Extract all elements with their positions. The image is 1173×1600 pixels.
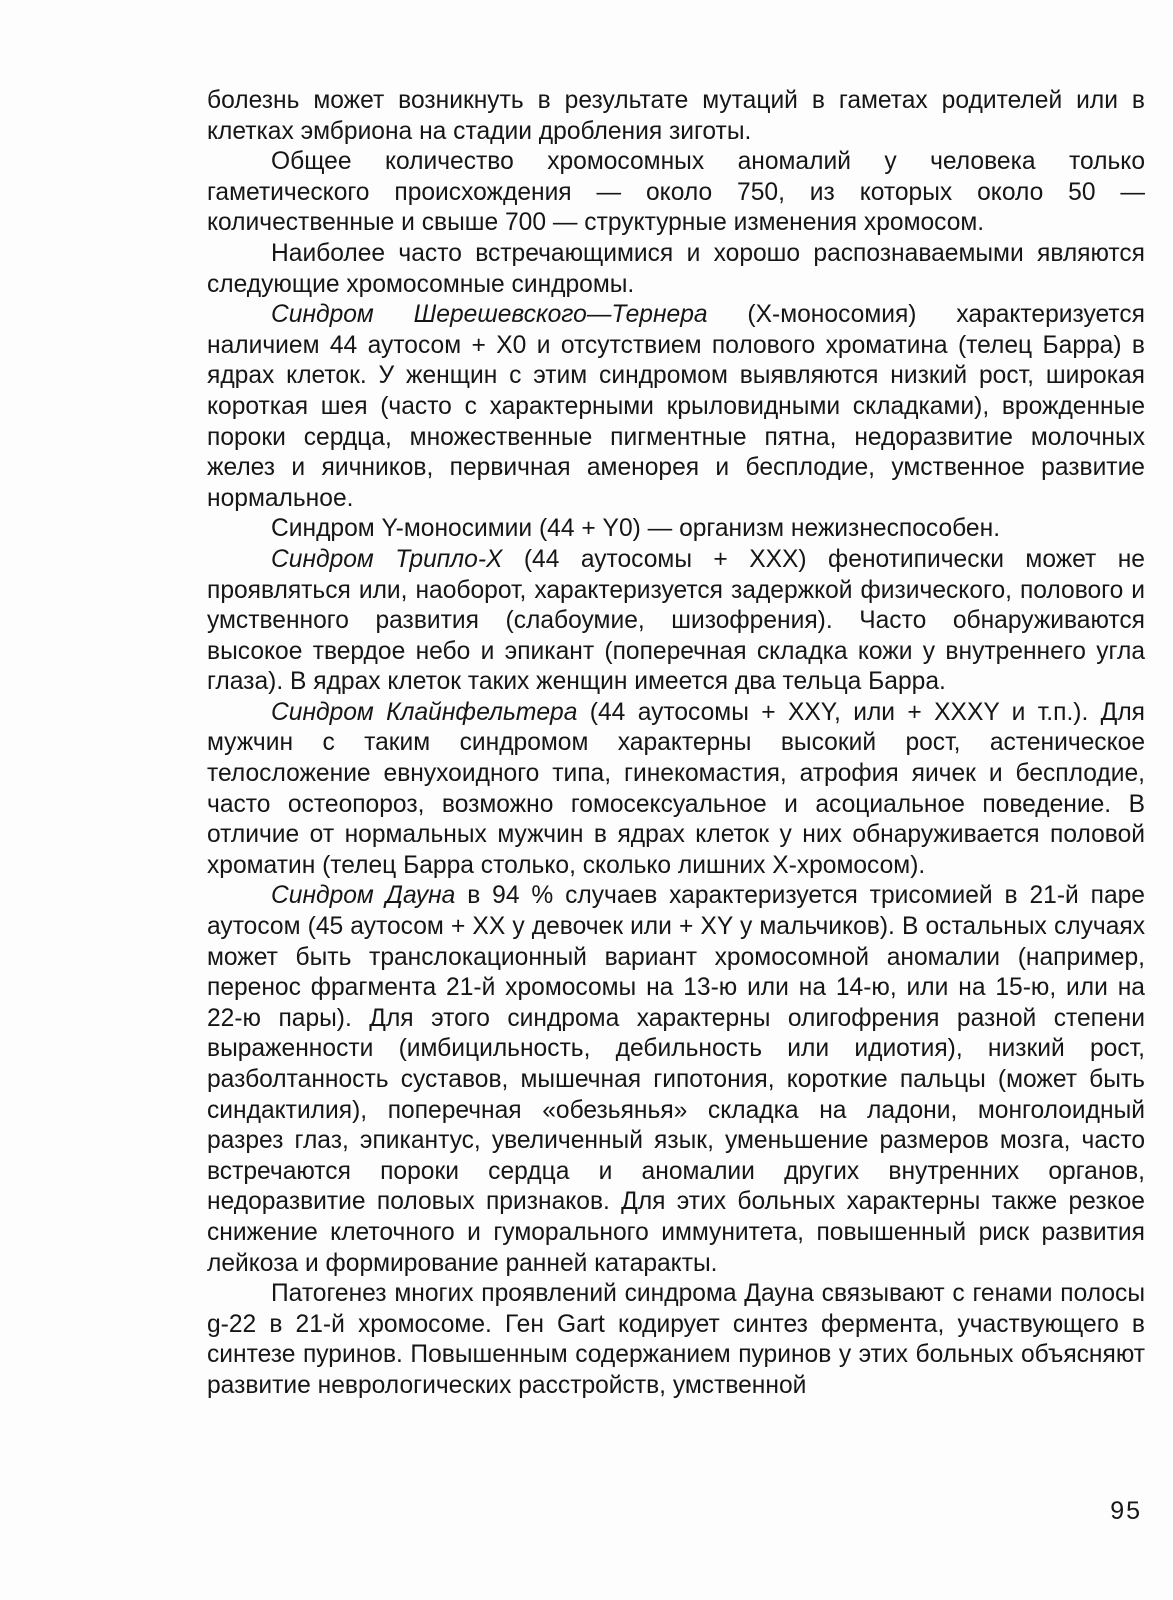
paragraph-down-syndrome: Синдром Дауна в 94 % случаев характеризуется трисомией в 21-й паре аутосом (45 аутосом + ХХ у девочек или + ХY у мальчиков). В остальных случаях может быть транслокационный вариант хромосомной аномалии (например, перенос фрагмента 21-й хромосомы на 13-ю или на 14-ю, или на 15-ю, или на 22-ю пары). Для этого синдрома характерны олигофрения разной степени выраженности (имбицильность, дебильность или идиотия), низкий рост, разболтанность суставов, мышечная гипотония, короткие пальцы (может быть синдактилия), поперечная «обезьянья» складка на ладони, монголоидный разрез глаз, эпикантус, увеличенный язык, уменьшение размеров мозга, часто встречаются пороки сердца и аномалии других внутренних органов, недоразвитие половых признаков. Для этих больных характерны также резкое снижение клеточного и гуморального иммунитета, повышенный риск развития лейкоза и формирование ранней катаракты. (207, 882, 1145, 1277)
syndrome-title: Синдром Клайнфельтера (271, 698, 578, 726)
paragraph-triple-x-syndrome: Синдром Трипло-Х (44 аутосомы + ХХХ) фенотипически может не проявляться или, наоборот, характеризуется задержкой физического, полового и умственного развития (слабоумие, шизофрения). Часто обнаруживаются высокое твердое небо и эпикант (поперечная складка кожи у внутреннего угла глаза). В ядрах клеток таких женщин имеется два тельца Барра. (207, 545, 1145, 696)
syndrome-title: Синдром Шерешевского—Тернера (271, 301, 708, 329)
paragraph: Синдром Y-моносимии (44 + Y0) — организм нежизнеспособен. (271, 515, 1001, 543)
paragraph-turner-syndrome: Синдром Шерешевского—Тернера (Х-моносомия) характеризуется наличием 44 аутосом + Х0 и отсутствием полового хроматина (телец Барра) в ядрах клеток. У женщин с этим синдромом выявляются низкий рост, широкая короткая шея (часто с характерными крыловидными складками), врожденные пороки сердца, множественные пигментные пятна, недоразвитие молочных желез и яичников, первичная аменорея и бесплодие, умственное развитие нормальное. (207, 301, 1146, 512)
paragraph: Патогенез многих проявлений синдрома Дауна связывают с генами полосы g-22 в 21-й хромосоме. Ген Gart кодирует синтез фермента, участвующего в синтезе пуринов. Повышенным содержанием пуринов у этих больных объясняют развитие неврологических расстройств, умственной (207, 1280, 1145, 1399)
paragraph: Наиболее часто встречающимися и хорошо распознаваемыми являются следующие хромосомные синдромы. (207, 239, 1145, 298)
paragraph-klinefelter-syndrome: Синдром Клайнфельтера (44 аутосомы + ХХY, или + ХХХY и т.п.). Для мужчин с таким синдромом характерны высокий рост, астеническое телосложение евнухоидного типа, гинекомастия, атрофия яичек и бесплодие, часто остеопороз, возможно гомосексуальное и асоциальное поведение. В отличие от нормальных мужчин в ядрах клеток у них обнаруживается половой хроматин (телец Барра столько, сколько лишних Х-хромосом). (207, 698, 1145, 879)
page-number: 95 (1110, 1497, 1142, 1525)
paragraph: болезнь может возникнуть в результате мутаций в гаметах родителей или в клетках эмбриона на стадии дробления зиготы. (207, 87, 1145, 145)
syndrome-title: Синдром Дауна (271, 882, 456, 910)
syndrome-title: Синдром Трипло-Х (271, 545, 503, 573)
body-text (207, 86, 1145, 1402)
paragraph: Общее количество хромосомных аномалий у человека только гаметического происхождения — около 750, из которых около 50 — количественные и свыше 700 — структурные изменения хромосом. (207, 148, 1145, 237)
